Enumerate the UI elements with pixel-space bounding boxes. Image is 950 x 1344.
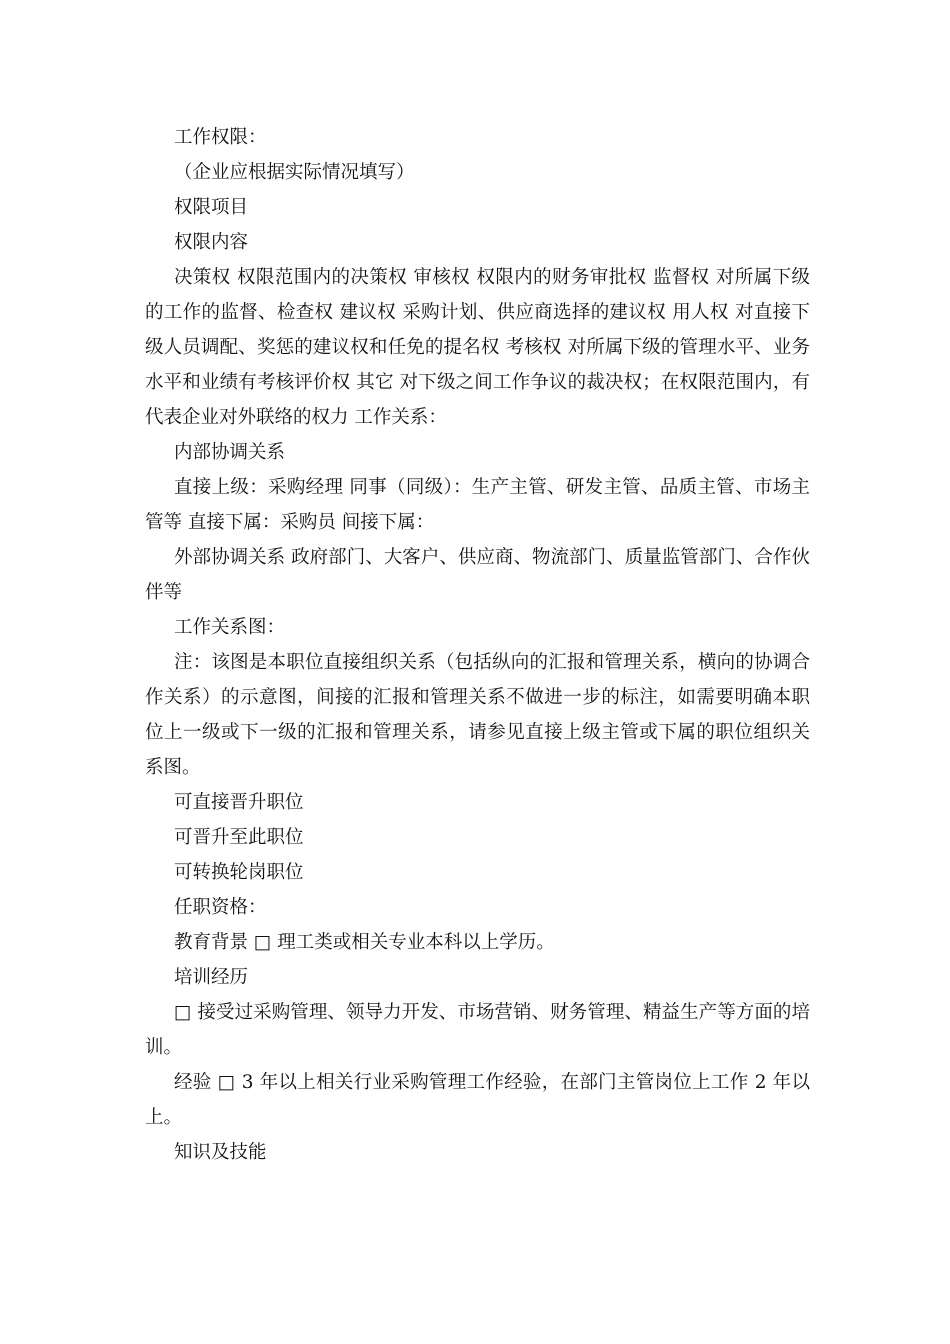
document-body [145, 120, 810, 1170]
external-relations-paragraph: 外部协调关系 政府部门、大客户、供应商、物流部门、质量监管部门、合作伙伴等 [145, 547, 810, 603]
label-rotation-positions: 可转换轮岗职位 [174, 862, 304, 883]
education-background-paragraph: 教育背景 □ 理工类或相关专业本科以上学历。 [174, 932, 555, 953]
heading-relation-chart: 工作关系图： [174, 617, 286, 638]
heading-work-authority: 工作权限： [174, 127, 267, 148]
training-details-paragraph: □ 接受过采购管理、领导力开发、市场营销、财务管理、精益生产等方面的培训。 [145, 1002, 810, 1058]
label-promoted-from: 可晋升至此职位 [174, 827, 304, 848]
internal-relations-paragraph: 直接上级：采购经理 同事（同级）：生产主管、研发主管、品质主管、市场主管等 直接下属：采购员 间接下属： [145, 477, 810, 533]
authority-details-paragraph: 决策权 权限范围内的决策权 审核权 权限内的财务审批权 监督权 对所属下级的工作的监督、检查权 建议权 采购计划、供应商选择的建议权 用人权 对直接下级人员调配、奖惩的建议权和任免的提名权 考核权 对所属下级的管理水平、业务水平和业绩有考核评价权 其它 对下级之间工作争议的裁决权；在权限范围内，有代表企业对外联络的权力 工作关系： [145, 267, 810, 428]
note-fill-by-company: （企业应根据实际情况填写） [174, 162, 415, 183]
label-authority-content: 权限内容 [174, 232, 249, 253]
experience-paragraph: 经验 □ 3 年以上相关行业采购管理工作经验，在部门主管岗位上工作 2 年以上。 [145, 1072, 810, 1128]
label-training-history: 培训经历 [174, 967, 249, 988]
label-direct-promotion: 可直接晋升职位 [174, 792, 304, 813]
label-authority-item: 权限项目 [174, 197, 249, 218]
heading-qualifications: 任职资格： [174, 897, 267, 918]
label-internal-coordination: 内部协调关系 [174, 442, 286, 463]
label-knowledge-skills: 知识及技能 [174, 1142, 267, 1163]
relation-chart-note-paragraph: 注：该图是本职位直接组织关系（包括纵向的汇报和管理关系，横向的协调合作关系）的示意图，间接的汇报和管理关系不做进一步的标注，如需要明确本职位上一级或下一级的汇报和管理关系，请参见直接上级主管或下属的职位组织关系图。 [145, 652, 810, 778]
